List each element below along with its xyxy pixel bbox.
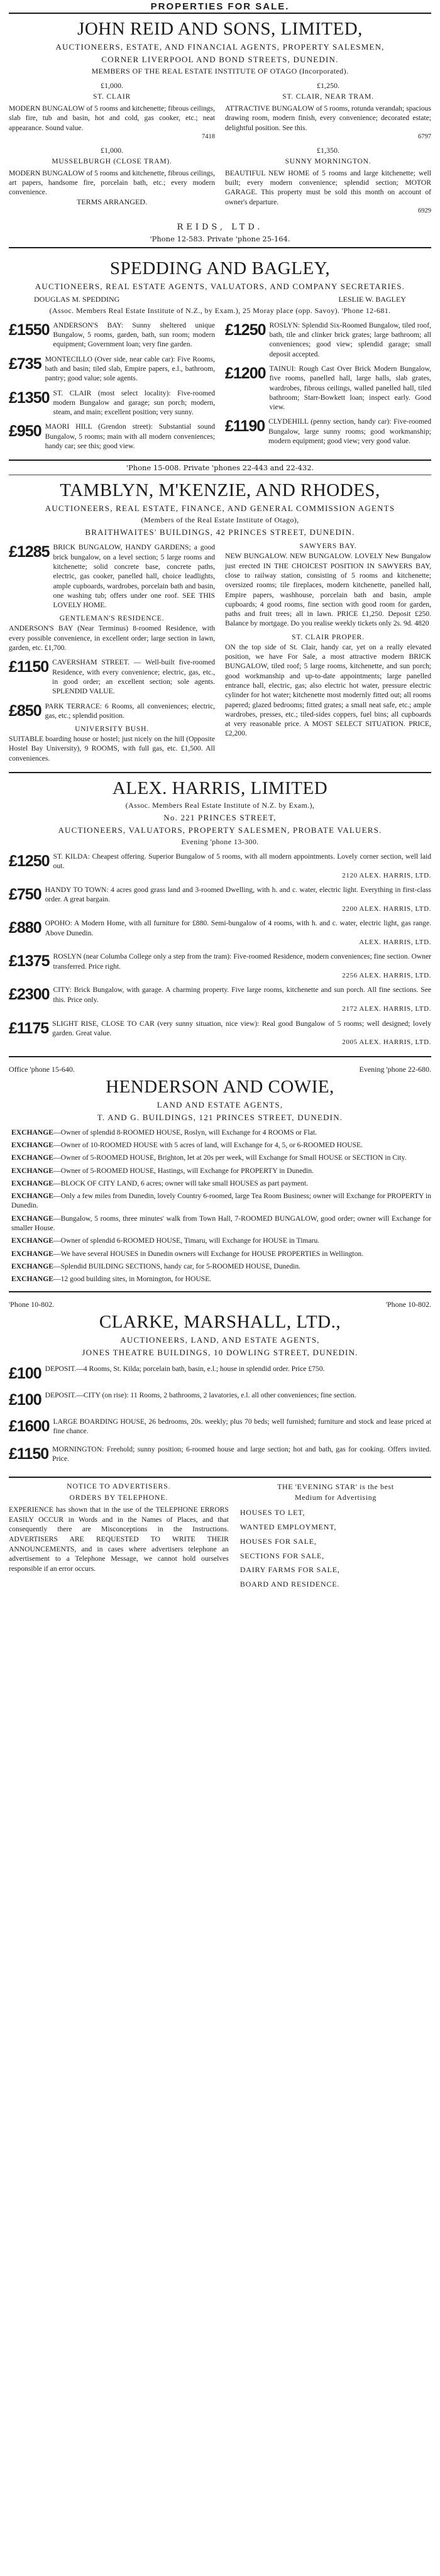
clarke-phones <box>9 1297 431 1312</box>
listing-text: MODERN BUNGALOW of 5 rooms and kitchenette; fibrous ceilings, slab fire, tub and basin, hot and cold, gas cooker, etc.; neat appearance. Sound value. <box>9 104 215 132</box>
listing-text: CITY: Brick Bungalow, with garage. A charming property. Five large rooms, kitchenette and sun porch. All fine sections. See this. Price only. <box>53 986 431 1004</box>
listing-text: CLYDEHILL (penny section, handy car): Five-roomed Bungalow, large sunny rooms; good workmanship; modern equipment; good view; very good value. <box>268 417 431 446</box>
listing-text: ANDERSON'S BAY: Sunny sheltered unique Bungalow, 5 rooms, garden, bath, sun room; modern equipment; Government loan; very fine garden. <box>53 321 215 349</box>
star-line-1: THE 'EVENING STAR' is the best <box>277 1482 394 1491</box>
henderson-office-phone: Office 'phone 15-640. <box>9 1064 75 1074</box>
tamblyn-columns <box>9 542 431 768</box>
listing-location: ST. CLAIR, NEAR TRAM. <box>282 92 374 101</box>
tamblyn-firm-name: TAMBLYN, M'KENZIE, AND RHODES, <box>60 480 380 501</box>
listing-item <box>225 364 431 412</box>
exchange-item <box>9 1153 431 1162</box>
listing-price: £1350 <box>9 388 50 407</box>
listing-agent: 2200 ALEX. HARRIS, LTD. <box>342 905 431 913</box>
exchange-label: EXCHANGE <box>11 1262 53 1270</box>
listing-item <box>225 146 431 216</box>
listing-text: MAORI HILL (Grendon street): Substantial sound Bungalow, 5 rooms; main with all modern conveniences; handy car; see this; good view. <box>45 422 215 451</box>
listing-item <box>9 388 215 417</box>
exchange-label: EXCHANGE <box>11 1192 53 1201</box>
listing-price: £100 <box>9 1390 41 1409</box>
listing-item <box>9 321 215 350</box>
listing-price: £735 <box>9 355 41 373</box>
listing-item <box>9 658 215 696</box>
listing-price: £1250 <box>9 852 50 870</box>
exchange-text: —Owner of 10-ROOMED HOUSE with 5 acres of land, will Exchange for 4, 5, or 6-ROOMED HOUSE. <box>53 1140 363 1149</box>
tamblyn-subtitle: AUCTIONEERS, REAL ESTATE, FINANCE, AND GENERAL COMMISSION AGENTS <box>45 504 395 514</box>
listing-price: £880 <box>9 919 41 937</box>
listing-item <box>225 321 431 359</box>
listing-text: LARGE BOARDING HOUSE, 26 bedrooms, 20s. weekly; plus 70 beds; well furnished; furniture and stock and lease priced at fine chance. <box>53 1417 431 1435</box>
exchange-text: —Owner of 5-ROOMED HOUSE, Brighton, let at 20s per week, will Exchange for Small HOUSE or SECTION in City. <box>53 1153 407 1162</box>
listing-text: PARK TERRACE: 6 Rooms, all conveniences; electric, gas, etc.; splendid position. <box>45 702 215 720</box>
henderson-firm-name: HENDERSON AND COWIE, <box>106 1076 334 1097</box>
listing-text: DEPOSIT.—4 Rooms, St. Kilda; porcelain bath, basin, e.l.; house in splendid order. Price £750. <box>45 1364 325 1373</box>
tamblyn-right-column <box>225 542 431 768</box>
listing-price: £1200 <box>225 364 266 382</box>
listing-heading: UNIVERSITY BUSH. <box>75 725 149 734</box>
exchange-label: EXCHANGE <box>11 1166 53 1175</box>
exchange-label: EXCHANGE <box>11 1214 53 1223</box>
exchange-item <box>9 1179 431 1188</box>
exchange-item <box>9 1214 431 1233</box>
star-line-2: Medium for Advertising <box>294 1492 377 1502</box>
exchange-label: EXCHANGE <box>11 1275 53 1284</box>
listing-price: £1150 <box>9 1445 49 1463</box>
listing-item <box>9 1364 431 1382</box>
spedding-partners <box>9 292 431 304</box>
listing-body <box>52 1019 431 1047</box>
listing-text: DEPOSIT.—CITY (on rise): 11 Rooms, 2 bathrooms, 2 lavatories, e.l. all other conveniences; fine section. <box>45 1390 356 1399</box>
listing-text: OPOHO: A Modern Home, with all furniture for £880. Semi-bungalow of 4 rooms, with h. and c. water, electric light, gas range. Above Dunedin. <box>45 919 431 937</box>
exchange-label: EXCHANGE <box>11 1236 53 1245</box>
listing-price: £750 <box>9 886 41 904</box>
spedding-right-column <box>225 321 431 456</box>
listing-body <box>45 885 431 913</box>
spedding-columns <box>9 321 431 456</box>
exchange-label: EXCHANGE <box>11 1249 53 1258</box>
exchange-item <box>9 1262 431 1271</box>
listing-text: SUITABLE boarding house or hostel; just nicely on the hill (Opposite Hostel Bay University), 9 ROOMS, with full gas, etc. £1,500. All conveniences. <box>9 735 215 762</box>
listing-ref: 6929 <box>418 207 431 214</box>
listing-item <box>9 542 215 610</box>
listing-item <box>9 734 215 763</box>
henderson-ad <box>9 1057 431 1291</box>
harris-subtitle: AUCTIONEERS, VALUATORS, PROPERTY SALESMEN, PROBATE VALUERS. <box>58 825 382 835</box>
listing-text: ST. CLAIR (most select locality): Five-roomed modern Bungalow and garage; sun porch; modern, steam, and main; excellent position; very sunny. <box>53 388 215 417</box>
tamblyn-membership: (Members of the Real Estate Institute of Otago), <box>141 515 299 525</box>
listing-location: ST. CLAIR <box>92 92 131 101</box>
clarke-phone-left: 'Phone 10-802. <box>9 1299 55 1309</box>
listing-ref: 6797 <box>418 133 431 140</box>
spedding-subtitle: AUCTIONEERS, REAL ESTATE AGENTS, VALUATORS, AND COMPANY SECRETARIES. <box>35 281 405 291</box>
reid-address: CORNER LIVERPOOL AND BOND STREETS, DUNEDIN. <box>101 55 339 64</box>
listing-price: £1150 <box>9 658 49 676</box>
exchange-item <box>9 1236 431 1245</box>
listing-text: SLIGHT RISE, CLOSE TO CAR (very sunny situation, nice view): Real good Bungalow of 5 rooms; well designed; lovely garden. Great value. <box>52 1019 431 1037</box>
listing-item <box>9 1445 431 1464</box>
harris-address: No. 221 PRINCES STREET, <box>163 813 277 822</box>
spedding-partner-right: LESLIE W. BAGLEY <box>338 294 406 304</box>
listing-item <box>225 551 431 628</box>
listing-price: £1190 <box>225 417 265 436</box>
reid-membership: MEMBERS OF THE REAL ESTATE INSTITUTE OF OTAGO (Incorporated). <box>91 67 349 75</box>
exchange-item <box>9 1274 431 1284</box>
listing-price: £1175 <box>9 1019 49 1037</box>
listing-item <box>9 702 215 721</box>
clarke-subtitle: AUCTIONEERS, LAND, AND ESTATE AGENTS, <box>120 1335 320 1345</box>
listing-price: £2300 <box>9 986 50 1004</box>
exchange-label: EXCHANGE <box>11 1153 53 1162</box>
star-list <box>240 1507 431 1590</box>
listing-text: ATTRACTIVE BUNGALOW of 5 rooms, rotunda verandah; spacious drawing room, modern finish, every convenience; decorated estate; delightful position. See this. <box>225 104 431 132</box>
listing-agent: 2120 ALEX. HARRIS, LTD. <box>342 871 431 879</box>
listing-text: MONTECILLO (Over side, near cable car): Five Rooms, bath and basin; tiled slab, Empire papers, e.l., bathroom, pantry; good value; sole agents. <box>45 355 215 383</box>
star-item-6: BOARD AND RESIDENCE. <box>239 1580 340 1589</box>
listing-price: £100 <box>9 1364 41 1382</box>
listing-item <box>225 417 431 446</box>
listing-item <box>9 146 215 207</box>
listing-item <box>9 355 215 383</box>
listing-item <box>9 985 431 1013</box>
exchange-text: —Splendid BUILDING SECTIONS, handy car, for 5-ROOMED HOUSE, Dunedin. <box>53 1262 301 1270</box>
listing-body <box>53 952 431 980</box>
spedding-phones: 'Phone 15-008. Private 'phones 22-443 and 22-432. <box>126 463 314 473</box>
henderson-subtitle: LAND AND ESTATE AGENTS, <box>157 1099 283 1109</box>
spedding-partner-left: DOUGLAS M. SPEDDING <box>34 294 120 304</box>
star-item-3: HOUSES FOR SALE, <box>239 1536 317 1546</box>
listing-agent: 2256 ALEX. HARRIS, LTD. <box>342 971 431 979</box>
harris-evening-phone: Evening 'phone 13-300. <box>181 837 259 846</box>
listing-item <box>9 885 431 913</box>
exchange-text: —Only a few miles from Dunedin, lovely Country 6-roomed, large Tea Room Business; owner will Exchange for PROPERTY in Dunedin. <box>11 1192 431 1210</box>
listing-price: £1,350. <box>317 145 339 155</box>
harris-ad <box>9 773 431 1056</box>
listing-item <box>9 918 431 947</box>
henderson-listings <box>9 1128 431 1284</box>
exchange-text: —Bungalow, 5 rooms, three minutes' walk from Town Hall, 7-ROOMED BUNGALOW, good order; owner will Exchange for smaller House. <box>11 1214 431 1233</box>
reid-right-column <box>225 81 431 220</box>
listing-price: £1,250. <box>317 81 339 90</box>
listing-body <box>45 918 431 947</box>
tamblyn-address: BRAITHWAITES' BUILDINGS, 42 PRINCES STREET, DUNEDIN. <box>85 527 355 537</box>
listing-text: HANDY TO TOWN: 4 acres good grass land and 3-roomed Dwelling, with h. and c. water, electric light. Everything in first-class order. A great bargain. <box>45 886 431 904</box>
reid-footer-name: REIDS, LTD. <box>177 222 263 232</box>
listing-item <box>9 1019 431 1047</box>
listing-body <box>53 852 431 880</box>
reid-left-column <box>9 81 215 220</box>
exchange-item <box>9 1166 431 1175</box>
listing-text: BRICK BUNGALOW, HANDY GARDENS; a good brick bungalow, on a level section; 5 large rooms and kitchenette; solid concrete base, concrete paths, electric, gas cooker, panelled hall, choice leadlights, ample cupboards, wardrobes, porcelain bath and basin, one washing tub; offers under one roof. SEE THIS LOVELY HOME. <box>53 543 215 610</box>
listing-text: ST. KILDA: Cheapest offering. Superior Bungalow of 5 rooms, with all modern appointments. Lovely corner section, well laid out. <box>53 852 431 871</box>
star-item-1: HOUSES TO LET, <box>239 1508 305 1517</box>
reid-subtitle: AUCTIONEERS, ESTATE, AND FINANCIAL AGENTS, PROPERTY SALESMEN, <box>55 42 385 52</box>
exchange-text: —12 good building sites, in Mornington, for HOUSE. <box>53 1275 212 1284</box>
exchange-label: EXCHANGE <box>11 1140 53 1149</box>
listing-text: ANDERSON'S BAY (Near Terminus) 8-roomed Residence, with every possible convenience, in excellent order; large section in lawn, garden, etc. £1,700. <box>9 624 215 652</box>
henderson-evening-phone: Evening 'phone 22-680. <box>359 1064 431 1074</box>
clarke-ad <box>9 1292 431 1477</box>
clarke-phone-right: 'Phone 10-802. <box>385 1299 431 1309</box>
harris-listings <box>9 852 431 1047</box>
exchange-text: —We have several HOUSES in Dunedin owners will Exchange for HOUSE PROPERTIES in Wellington. <box>53 1249 364 1258</box>
listing-text: MORNINGTON: Freehold; sunny position; 6-roomed house and large section; hot and bath, gas for cooking. Offers invited. Price. <box>52 1445 431 1463</box>
listing-agent: ALEX. HARRIS, LTD. <box>359 938 431 946</box>
star-item-2: WANTED EMPLOYMENT, <box>239 1522 337 1532</box>
bottom-notices <box>9 1482 431 1593</box>
listing-text: ROSLYN (near Columba College only a step from the tram): Five-roomed Residence, modern conveniences; fine section. Owner transferred. Price right. <box>53 952 431 971</box>
exchange-item <box>9 1191 431 1211</box>
spedding-left-column <box>9 321 215 456</box>
listing-item <box>9 1417 431 1436</box>
listing-text: CAVERSHAM STREET. — Well-built five-roomed Residence, with every convenience; electric, gas, etc., in good order; an excellent section; sole agents. SPLENDID VALUE. <box>52 658 215 696</box>
listing-text: BEAUTIFUL NEW HOME of 5 rooms and large kitchenette; well built; every modern convenience; splendid section; MOTOR GARAGE. This property must be sold this month on account of owner's departure. <box>225 168 431 206</box>
reid-firm-name: JOHN REID AND SONS, LIMITED, <box>77 19 363 39</box>
listing-price: £1285 <box>9 543 50 561</box>
clarke-address: JONES THEATRE BUILDINGS, 10 DOWLING STREET, DUNEDIN. <box>82 1347 358 1357</box>
star-item-5: DAIRY FARMS FOR SALE, <box>239 1565 340 1575</box>
exchange-item <box>9 1140 431 1150</box>
tamblyn-ad <box>9 475 431 772</box>
exchange-text: —Owner of splendid 8-ROOMED HOUSE, Roslyn, will Exchange for 4 ROOMS or Flat. <box>53 1128 317 1137</box>
reid-ad <box>9 14 431 247</box>
spedding-address: (Assoc. Members Real Estate Institute of N.Z., by Exam.), 25 Moray place (opp. Savoy). 'Phone 12-681. <box>49 305 391 315</box>
notice-to-advertisers <box>9 1482 229 1593</box>
listing-agent: 2005 ALEX. HARRIS, LTD. <box>342 1038 431 1047</box>
masthead: PROPERTIES FOR SALE. <box>9 0 431 14</box>
harris-firm-name: ALEX. HARRIS, LIMITED <box>112 778 328 798</box>
listing-heading: GENTLEMAN'S RESIDENCE. <box>59 615 165 623</box>
listing-item <box>9 852 431 880</box>
listing-heading: SAWYERS BAY. <box>299 542 357 551</box>
listing-item <box>9 422 215 451</box>
listing-item <box>9 952 431 980</box>
exchange-text: —Owner of splendid 6-ROOMED HOUSE, Timaru, will Exchange for HOUSE in Timaru. <box>53 1236 320 1245</box>
tamblyn-left-column <box>9 542 215 768</box>
listing-item <box>225 642 431 739</box>
listing-price: £1250 <box>225 321 266 339</box>
star-item-4: SECTIONS FOR SALE, <box>239 1551 324 1560</box>
henderson-phones <box>9 1062 431 1077</box>
listing-agent: 2172 ALEX. HARRIS, LTD. <box>342 1005 431 1013</box>
listing-text: NEW BUNGALOW. NEW BUNGALOW. LOVELY New Bungalow just erected IN THE CHOICEST POSITION IN SAWYERS BAY, close to railway station, consisting of 5 rooms and kitchenette; oversized rooms; tile fireplaces, modern kitchenette, panelled hall, Empire papers, washhouse, porcelain bath and basin, ample cupboards; 4 good rooms, fine section with good room for garden, paths and fruit trees; all in lawn. PRICE £1,250. Deposit £250. Balance by mortgage. Do you realise weekly tickets only 2s. 9d. 4820 <box>225 552 431 628</box>
listing-text: MODERN BUNGALOW of 5 rooms and kitchenette, fibrous ceilings, art papers, handsome fire, porcelain bath, etc.; every modern convenience. <box>9 168 215 197</box>
notice-subtitle: ORDERS BY TELEPHONE. <box>69 1494 168 1502</box>
listing-item <box>9 81 215 141</box>
notice-body: EXPERIENCE has shown that in the use of the TELEPHONE ERRORS EASILY OCCUR in Words and in the Names of Places, and that consequently there are Misconceptions in the Instructions. ADVERTISERS ARE REQUESTED TO WRITE THEIR ANNOUNCEMENTS, and in cases where advertisers telephone an advertisement to a Telephone Message, we cannot hold ourselves responsible if an error occurs. <box>9 1505 229 1573</box>
listing-item <box>9 624 215 652</box>
evening-star-notice <box>240 1482 431 1593</box>
exchange-text: —BLOCK OF CITY LAND, 6 acres; owner will take small HOUSES as part payment. <box>53 1179 308 1187</box>
spedding-ad <box>9 248 431 460</box>
reid-phones: 'Phone 12-583. Private 'phone 25-164. <box>150 234 290 243</box>
listing-text: TAINUI: Rough Cast Over Brick Modern Bungalow, five rooms, panelled hall, large halls, slab grates, wardrobes, fibrous ceilings, walled panelled hall, tiled bathroom; Starr-Bowkett loan; inspect early. Good view. <box>269 364 431 412</box>
exchange-item <box>9 1249 431 1258</box>
listing-text: ROSLYN: Splendid Six-Roomed Bungalow, tiled roof, bath, tile and clinker brick grates; large bathroom; all conveniences; good view; splendid garage; small deposit accepted. <box>269 321 431 358</box>
notice-title: NOTICE TO ADVERTISERS. <box>67 1482 171 1490</box>
listing-location: SUNNY MORNINGTON. <box>285 157 371 165</box>
listing-ref: 7418 <box>202 133 215 140</box>
listing-price: £1,000. <box>101 145 123 155</box>
listing-item <box>225 81 431 141</box>
listing-heading: ST. CLAIR PROPER. <box>292 633 365 641</box>
listing-location: MUSSELBURGH (CLOSE TRAM). <box>52 157 172 165</box>
listing-body <box>53 985 431 1013</box>
listing-item <box>9 1390 431 1408</box>
clarke-listings <box>9 1364 431 1464</box>
listing-price: £950 <box>9 422 41 441</box>
exchange-label: EXCHANGE <box>11 1128 53 1137</box>
exchange-item <box>9 1128 431 1137</box>
harris-membership: (Assoc. Members Real Estate Institute of N.Z. by Exam.), <box>125 801 315 810</box>
listing-text: ON the top side of St. Clair, handy car, yet on a really elevated position, we have For Sale, a most attractive modern BRICK BUNGALOW, tiled roof; 5 large rooms, kitchenette, and sun porch; good workmanship and up-to-date appointments; large panelled entrance hall, electric, gas; also electric hot water, pressure electric cylinder for hot water; kitchenette most modernly fitted out; all rooms papered; glazed bedrooms; fitted grates; a small neat safe, etc.; ample wardrobes, presses, etc.; tiled-sides coppers, fuel bins; all cupboards at very reasonable price. A MOST SELECT SITUATION. PRICE, £2,200. <box>225 642 431 738</box>
listing-terms: TERMS ARRANGED. <box>76 197 147 206</box>
listing-price: £1,000. <box>101 81 123 90</box>
listing-price: £850 <box>9 702 41 720</box>
exchange-label: EXCHANGE <box>11 1179 53 1187</box>
exchange-text: —Owner of 5-ROOMED HOUSE, Hastings, will Exchange for PROPERTY in Dunedin. <box>53 1166 314 1175</box>
listing-price: £1550 <box>9 321 50 339</box>
henderson-address: T. AND G. BUILDINGS, 121 PRINCES STREET, DUNEDIN. <box>97 1112 343 1122</box>
listing-price: £1600 <box>9 1417 50 1435</box>
listing-price: £1375 <box>9 952 50 971</box>
reid-columns <box>9 81 431 220</box>
spedding-firm-name: SPEDDING AND BAGLEY, <box>109 258 331 278</box>
clarke-firm-name: CLARKE, MARSHALL, LTD., <box>99 1311 341 1332</box>
